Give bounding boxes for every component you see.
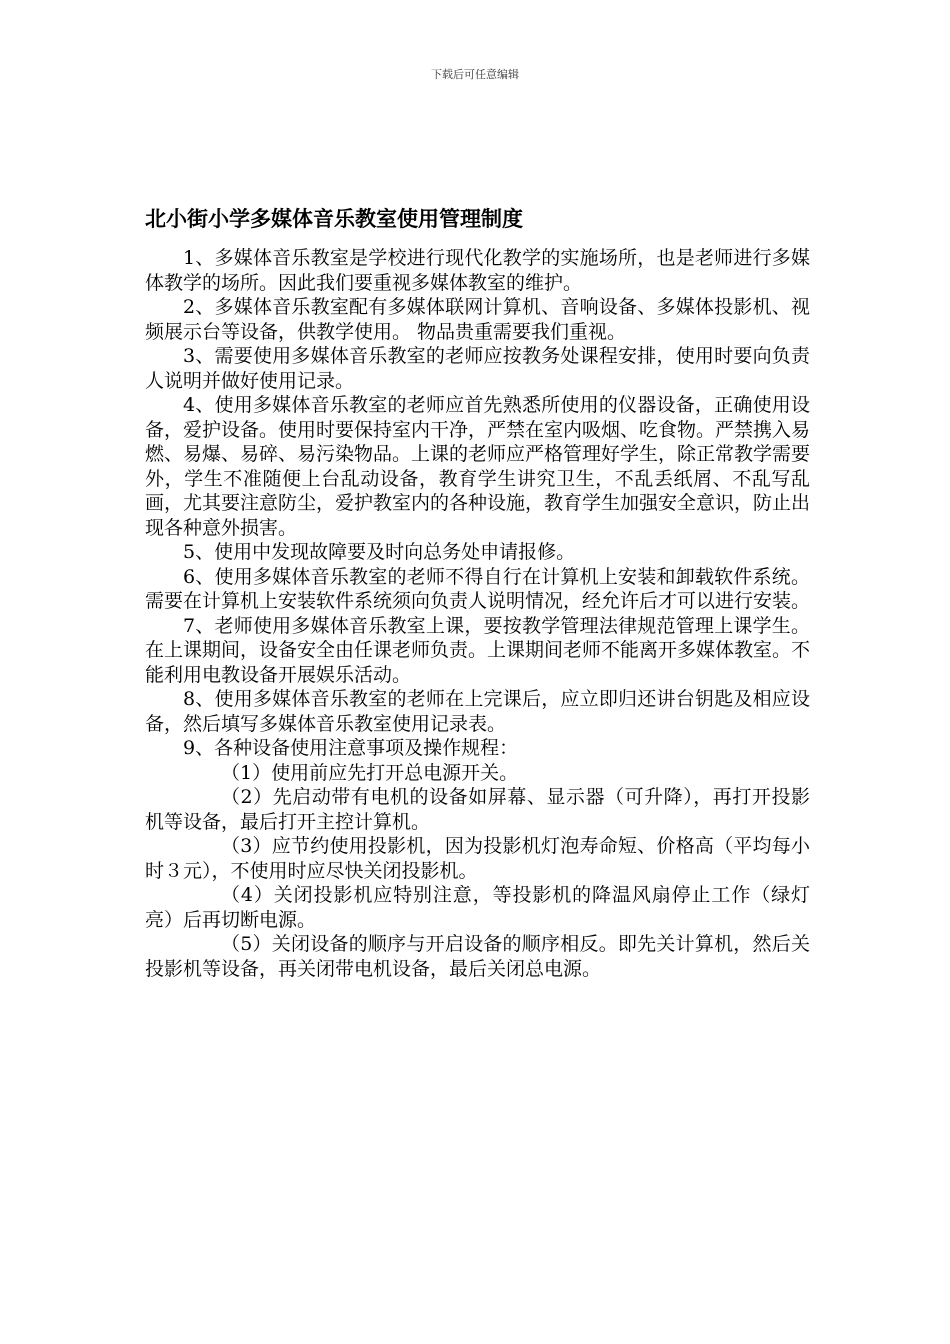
rule-paragraph-8: 8、使用多媒体音乐教室的老师在上完课后，应立即归还讲台钥匙及相应设备，然后填写多媒体音乐教室使用记录表。 (145, 688, 810, 735)
rule-paragraph-5: 5、使用中发现故障要及时向总务处申请报修。 (183, 541, 576, 563)
sub-item-5: （5）关闭设备的顺序与开启设备的顺序相反。即先关计算机，然后关投影机等设备，再关闭带电机设备，最后关闭总电源。 (145, 933, 810, 980)
sub-item-3: （3）应节约使用投影机，因为投影机灯泡寿命短、价格高（平均每小时３元），不使用时应尽快关闭投影机。 (145, 835, 810, 882)
rule-paragraph-2: 2、多媒体音乐教室配有多媒体联网计算机、音响设备、多媒体投影机、视频展示台等设备，供教学使用。 物品贵重需要我们重视。 (145, 296, 810, 343)
rule-paragraph-6: 6、使用多媒体音乐教室的老师不得自行在计算机上安装和卸载软件系统。需要在计算机上安装软件系统须向负责人说明情况，经允许后才可以进行安装。 (145, 565, 811, 612)
sub-item-2: （2）先启动带有电机的设备如屏幕、显示器（可升降），再打开投影机等设备，最后打开主控计算机。 (145, 786, 810, 833)
rule-paragraph-1: 1、多媒体音乐教室是学校进行现代化教学的实施场所，也是老师进行多媒体教学的场所。因此我们要重视多媒体教室的维护。 (145, 247, 810, 294)
rule-paragraph-3: 3、需要使用多媒体音乐教室的老师应按教务处课程安排，使用时要向负责人说明并做好使用记录。 (145, 345, 810, 392)
sub-item-1: （1）使用前应先打开总电源开关。 (221, 761, 519, 784)
rule-paragraph-7: 7、老师使用多媒体音乐教室上课，要按教学管理法律规范管理上课学生。在上课期间，设备安全由任课老师负责。上课期间老师不能离开多媒体教室。不能利用电教设备开展娱乐活动。 (145, 614, 811, 686)
rule-paragraph-4: 4、使用多媒体音乐教室的老师应首先熟悉所使用的仪器设备，正确使用设备，爱护设备。使用时要保持室内干净，严禁在室内吸烟、吃食物。严禁携入易燃、易爆、易碎、易污染物品。上课的老师应严格管理好学生，除正常教学需要外，学生不准随便上台乱动设备，教育学生讲究卫生，不乱丢纸屑、不乱写乱画，尤其要注意防尘，爱护教室内的各种设施，教育学生加强安全意识，防止出现各种意外损害。 (145, 394, 811, 539)
document-body (145, 204, 810, 981)
header-note: 下载后可任意编辑 (431, 68, 519, 81)
document-title: 北小街小学多媒体音乐教室使用管理制度 (145, 207, 523, 231)
sub-item-4: （4）关闭投影机应特别注意，等投影机的降温风扇停止工作（绿灯亮）后再切断电源。 (145, 884, 810, 931)
rule-paragraph-9: 9、各种设备使用注意事项及操作规程： (183, 737, 519, 759)
